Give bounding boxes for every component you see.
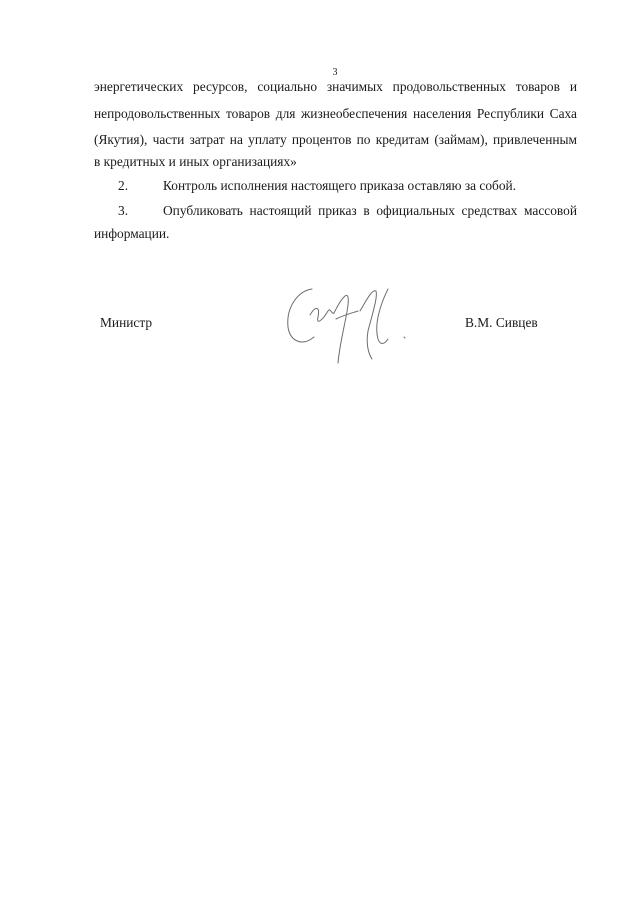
signature-image [280,275,420,375]
item-text: Опубликовать настоящий приказ в официальных средствах массовой [163,203,577,218]
item-number: 3. [118,203,129,218]
item-number: 2. [118,178,129,193]
paragraph-line: энергетических ресурсов, социально значимых продовольственных товаров и [94,79,577,94]
paragraph-line: в кредитных и иных организациях» [94,154,297,169]
page-number: 3 [332,67,338,78]
signatory-position: Министр [100,315,153,330]
item-text: Контроль исполнения настоящего приказа оставляю за собой. [163,178,517,193]
item-continuation: информации. [94,226,170,241]
paragraph-line: непродовольственных товаров для жизнеобеспечения населения Республики Саха [94,106,577,121]
signatory-name: В.М. Сивцев [465,315,538,330]
paragraph-line: (Якутия), части затрат на уплату процентов по кредитам (займам), привлеченным [94,132,577,147]
